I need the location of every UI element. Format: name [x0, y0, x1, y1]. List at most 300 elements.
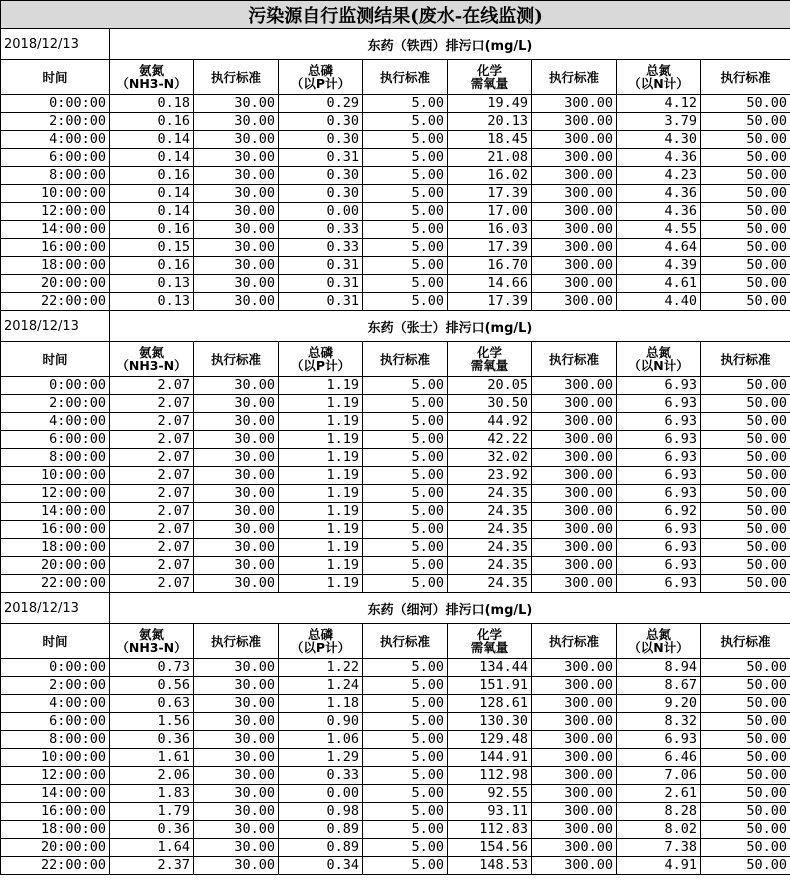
cell-time: 18:00:00: [1, 257, 110, 275]
cell-nitrogen-standard: 50.00: [701, 431, 790, 449]
cell-ammonia-nitrogen: 2.07: [110, 395, 194, 413]
cell-ammonia-standard: 30.00: [194, 431, 279, 449]
table-row: [1, 731, 790, 749]
cell-ammonia-nitrogen: 0.73: [110, 659, 194, 677]
cell-total-nitrogen: 7.38: [617, 839, 701, 857]
cell-cod-standard: 300.00: [532, 95, 617, 113]
cell-phosphorus-standard: 5.00: [363, 185, 448, 203]
cell-phosphorus-standard: 5.00: [363, 857, 448, 875]
cell-time: 20:00:00: [1, 275, 110, 293]
header-cod-standard: [532, 342, 617, 377]
cell-nitrogen-standard: 50.00: [701, 131, 790, 149]
cell-nitrogen-standard: 50.00: [701, 239, 790, 257]
cell-nitrogen-standard: 50.00: [701, 203, 790, 221]
header-line: 总氮: [645, 345, 671, 360]
cell-cod-standard: 300.00: [532, 485, 617, 503]
cell-cod-standard: 300.00: [532, 731, 617, 749]
cell-total-nitrogen: 8.94: [617, 659, 701, 677]
cell-ammonia-nitrogen: 0.16: [110, 257, 194, 275]
cell-cod: 17.39: [448, 185, 532, 203]
cell-time: 4:00:00: [1, 131, 110, 149]
cell-phosphorus-standard: 5.00: [363, 221, 448, 239]
cell-cod-standard: 300.00: [532, 857, 617, 875]
cell-phosphorus-standard: 5.00: [363, 413, 448, 431]
cell-cod: 24.35: [448, 539, 532, 557]
cell-time: 20:00:00: [1, 839, 110, 857]
cell-phosphorus-standard: 5.00: [363, 449, 448, 467]
cell-cod-standard: 300.00: [532, 203, 617, 221]
cell-ammonia-standard: 30.00: [194, 203, 279, 221]
cell-ammonia-standard: 30.00: [194, 257, 279, 275]
cell-ammonia-nitrogen: 0.14: [110, 185, 194, 203]
cell-total-phosphorus: 0.33: [279, 767, 363, 785]
header-time: [1, 624, 110, 659]
cell-nitrogen-standard: 50.00: [701, 695, 790, 713]
cell-cod-standard: 300.00: [532, 803, 617, 821]
cell-nitrogen-standard: 50.00: [701, 413, 790, 431]
cell-phosphorus-standard: 5.00: [363, 749, 448, 767]
cell-cod-standard: 300.00: [532, 785, 617, 803]
cell-ammonia-standard: 30.00: [194, 503, 279, 521]
cell-ammonia-nitrogen: 2.07: [110, 503, 194, 521]
table-row: [1, 659, 790, 677]
cell-cod-standard: 300.00: [532, 539, 617, 557]
header-line: 时间: [42, 633, 68, 649]
cell-total-phosphorus: 1.19: [279, 485, 363, 503]
cell-total-phosphorus: 1.19: [279, 521, 363, 539]
cell-time: 8:00:00: [1, 731, 110, 749]
header-line: 总磷: [307, 63, 333, 78]
cell-total-nitrogen: 6.93: [617, 395, 701, 413]
cell-ammonia-nitrogen: 1.64: [110, 839, 194, 857]
cell-total-phosphorus: 0.89: [279, 839, 363, 857]
header-line: 总磷: [307, 345, 333, 360]
cell-total-phosphorus: 0.31: [279, 293, 363, 311]
cell-ammonia-nitrogen: 2.07: [110, 485, 194, 503]
cell-phosphorus-standard: 5.00: [363, 821, 448, 839]
cell-total-nitrogen: 6.93: [617, 557, 701, 575]
header-line: 执行标准: [720, 633, 771, 649]
cell-nitrogen-standard: 50.00: [701, 821, 790, 839]
header-line: 执行标准: [210, 69, 261, 85]
cell-total-phosphorus: 0.29: [279, 95, 363, 113]
cell-cod: 30.50: [448, 395, 532, 413]
header-nitrogen-standard: [701, 60, 790, 95]
cell-time: 8:00:00: [1, 167, 110, 185]
cell-total-nitrogen: 4.12: [617, 95, 701, 113]
cell-cod-standard: 300.00: [532, 713, 617, 731]
header-line: 执行标准: [548, 351, 599, 367]
cell-cod: 134.44: [448, 659, 532, 677]
header-line: 需氧量: [470, 76, 509, 91]
cell-nitrogen-standard: 50.00: [701, 149, 790, 167]
cell-ammonia-standard: 30.00: [194, 539, 279, 557]
cell-time: 6:00:00: [1, 149, 110, 167]
cell-phosphorus-standard: 5.00: [363, 575, 448, 593]
cell-cod: 92.55: [448, 785, 532, 803]
cell-ammonia-standard: 30.00: [194, 149, 279, 167]
header-ammonia-nitrogen: [110, 342, 194, 377]
header-line: 需氧量: [470, 640, 509, 655]
cell-total-nitrogen: 6.93: [617, 377, 701, 395]
cell-nitrogen-standard: 50.00: [701, 839, 790, 857]
cell-ammonia-standard: 30.00: [194, 857, 279, 875]
cell-ammonia-nitrogen: 2.07: [110, 467, 194, 485]
cell-ammonia-nitrogen: 2.07: [110, 449, 194, 467]
cell-total-phosphorus: 0.31: [279, 149, 363, 167]
cell-time: 10:00:00: [1, 749, 110, 767]
cell-cod-standard: 300.00: [532, 275, 617, 293]
cell-total-phosphorus: 0.31: [279, 257, 363, 275]
cell-phosphorus-standard: 5.00: [363, 431, 448, 449]
cell-ammonia-standard: 30.00: [194, 695, 279, 713]
cell-ammonia-nitrogen: 0.16: [110, 221, 194, 239]
title-row: [1, 1, 790, 29]
cell-total-nitrogen: 2.61: [617, 785, 701, 803]
header-line: （以P计）: [290, 640, 351, 655]
cell-cod: 148.53: [448, 857, 532, 875]
cell-time: 16:00:00: [1, 803, 110, 821]
cell-nitrogen-standard: 50.00: [701, 395, 790, 413]
cell-ammonia-nitrogen: 0.14: [110, 203, 194, 221]
cell-nitrogen-standard: 50.00: [701, 185, 790, 203]
header-time: [1, 60, 110, 95]
cell-ammonia-nitrogen: 2.07: [110, 557, 194, 575]
section-date: 2018/12/13: [1, 29, 110, 60]
cell-total-phosphorus: 1.22: [279, 659, 363, 677]
cell-time: 12:00:00: [1, 203, 110, 221]
table-row: [1, 695, 790, 713]
cell-nitrogen-standard: 50.00: [701, 449, 790, 467]
cell-ammonia-standard: 30.00: [194, 485, 279, 503]
cell-total-phosphorus: 1.19: [279, 413, 363, 431]
cell-phosphorus-standard: 5.00: [363, 395, 448, 413]
cell-total-phosphorus: 1.18: [279, 695, 363, 713]
cell-total-nitrogen: 6.46: [617, 749, 701, 767]
cell-cod: 32.02: [448, 449, 532, 467]
table-row: [1, 95, 790, 113]
cell-cod: 17.00: [448, 203, 532, 221]
table-row: [1, 221, 790, 239]
cell-time: 12:00:00: [1, 485, 110, 503]
cell-ammonia-nitrogen: 0.16: [110, 167, 194, 185]
header-line: 总氮: [645, 627, 671, 642]
cell-phosphorus-standard: 5.00: [363, 713, 448, 731]
header-line: （以P计）: [290, 76, 351, 91]
cell-nitrogen-standard: 50.00: [701, 377, 790, 395]
cell-ammonia-nitrogen: 0.56: [110, 677, 194, 695]
header-line: 时间: [42, 351, 68, 367]
cell-ammonia-nitrogen: 0.14: [110, 131, 194, 149]
cell-nitrogen-standard: 50.00: [701, 785, 790, 803]
header-nitrogen-standard: [701, 342, 790, 377]
header-total-nitrogen: [617, 342, 701, 377]
cell-ammonia-standard: 30.00: [194, 395, 279, 413]
cell-total-phosphorus: 0.30: [279, 113, 363, 131]
cell-ammonia-standard: 30.00: [194, 821, 279, 839]
cell-ammonia-standard: 30.00: [194, 749, 279, 767]
header-total-phosphorus: [279, 624, 363, 659]
cell-phosphorus-standard: 5.00: [363, 695, 448, 713]
header-line: 总氮: [645, 63, 671, 78]
cell-cod-standard: 300.00: [532, 293, 617, 311]
cell-ammonia-standard: 30.00: [194, 131, 279, 149]
cell-cod: 24.35: [448, 521, 532, 539]
header-line: 化学: [476, 63, 502, 78]
header-line: 氨氮: [138, 345, 164, 360]
cell-cod: 151.91: [448, 677, 532, 695]
cell-time: 8:00:00: [1, 449, 110, 467]
cell-nitrogen-standard: 50.00: [701, 767, 790, 785]
outlet-title: 东药（张士）排污口(mg/L): [110, 311, 790, 342]
cell-total-nitrogen: 6.92: [617, 503, 701, 521]
header-line: 总磷: [307, 627, 333, 642]
cell-nitrogen-standard: 50.00: [701, 113, 790, 131]
cell-time: 0:00:00: [1, 377, 110, 395]
cell-nitrogen-standard: 50.00: [701, 521, 790, 539]
cell-ammonia-standard: 30.00: [194, 839, 279, 857]
cell-cod: 17.39: [448, 293, 532, 311]
cell-nitrogen-standard: 50.00: [701, 731, 790, 749]
table-row: [1, 275, 790, 293]
cell-total-phosphorus: 0.00: [279, 785, 363, 803]
cell-total-nitrogen: 4.39: [617, 257, 701, 275]
header-nitrogen-standard: [701, 624, 790, 659]
cell-phosphorus-standard: 5.00: [363, 731, 448, 749]
cell-cod: 20.13: [448, 113, 532, 131]
table-row: [1, 557, 790, 575]
cell-total-nitrogen: 6.93: [617, 575, 701, 593]
cell-total-nitrogen: 6.93: [617, 521, 701, 539]
header-line: 化学: [476, 345, 502, 360]
cell-phosphorus-standard: 5.00: [363, 539, 448, 557]
table-row: [1, 413, 790, 431]
header-line: （以N计）: [628, 640, 689, 655]
cell-nitrogen-standard: 50.00: [701, 857, 790, 875]
header-line: 化学: [476, 627, 502, 642]
table-row: [1, 449, 790, 467]
cell-cod: 24.35: [448, 557, 532, 575]
sheet-title: 污染源自行监测结果(废水-在线监测): [1, 1, 790, 29]
cell-nitrogen-standard: 50.00: [701, 275, 790, 293]
cell-phosphorus-standard: 5.00: [363, 503, 448, 521]
header-line: 氨氮: [138, 63, 164, 78]
cell-time: 14:00:00: [1, 503, 110, 521]
cell-total-nitrogen: 6.93: [617, 413, 701, 431]
cell-phosphorus-standard: 5.00: [363, 377, 448, 395]
cell-nitrogen-standard: 50.00: [701, 485, 790, 503]
cell-ammonia-nitrogen: 1.83: [110, 785, 194, 803]
table-row: [1, 521, 790, 539]
cell-time: 10:00:00: [1, 467, 110, 485]
table-row: [1, 131, 790, 149]
cell-cod: 21.08: [448, 149, 532, 167]
cell-ammonia-standard: 30.00: [194, 275, 279, 293]
cell-total-phosphorus: 0.98: [279, 803, 363, 821]
cell-cod-standard: 300.00: [532, 521, 617, 539]
cell-total-phosphorus: 1.19: [279, 557, 363, 575]
cell-ammonia-nitrogen: 2.07: [110, 575, 194, 593]
cell-cod: 16.02: [448, 167, 532, 185]
cell-ammonia-standard: 30.00: [194, 113, 279, 131]
cell-nitrogen-standard: 50.00: [701, 503, 790, 521]
cell-cod-standard: 300.00: [532, 503, 617, 521]
header-line: 执行标准: [379, 69, 430, 85]
cell-phosphorus-standard: 5.00: [363, 659, 448, 677]
cell-ammonia-standard: 30.00: [194, 293, 279, 311]
table-row: [1, 239, 790, 257]
cell-cod-standard: 300.00: [532, 167, 617, 185]
header-ammonia-nitrogen: [110, 60, 194, 95]
cell-nitrogen-standard: 50.00: [701, 713, 790, 731]
cell-phosphorus-standard: 5.00: [363, 785, 448, 803]
cell-time: 10:00:00: [1, 185, 110, 203]
cell-total-phosphorus: 1.19: [279, 395, 363, 413]
table-row: [1, 113, 790, 131]
header-line: （NH3-N）: [116, 358, 187, 373]
header-total-phosphorus: [279, 342, 363, 377]
cell-cod-standard: 300.00: [532, 677, 617, 695]
cell-time: 0:00:00: [1, 659, 110, 677]
header-line: 执行标准: [720, 69, 771, 85]
cell-total-nitrogen: 4.40: [617, 293, 701, 311]
cell-time: 4:00:00: [1, 695, 110, 713]
cell-ammonia-standard: 30.00: [194, 185, 279, 203]
cell-total-nitrogen: 6.93: [617, 467, 701, 485]
header-phosphorus-standard: [363, 60, 448, 95]
cell-ammonia-nitrogen: 1.61: [110, 749, 194, 767]
header-line: 执行标准: [548, 633, 599, 649]
table-row: [1, 785, 790, 803]
cell-total-phosphorus: 1.19: [279, 431, 363, 449]
cell-phosphorus-standard: 5.00: [363, 239, 448, 257]
table-row: [1, 857, 790, 875]
cell-phosphorus-standard: 5.00: [363, 149, 448, 167]
cell-nitrogen-standard: 50.00: [701, 575, 790, 593]
cell-time: 16:00:00: [1, 521, 110, 539]
cell-cod-standard: 300.00: [532, 131, 617, 149]
header-line: 执行标准: [379, 351, 430, 367]
cell-ammonia-nitrogen: 1.79: [110, 803, 194, 821]
cell-cod-standard: 300.00: [532, 557, 617, 575]
cell-ammonia-nitrogen: 1.56: [110, 713, 194, 731]
cell-ammonia-nitrogen: 0.16: [110, 113, 194, 131]
cell-phosphorus-standard: 5.00: [363, 677, 448, 695]
header-line: （以P计）: [290, 358, 351, 373]
cell-phosphorus-standard: 5.00: [363, 803, 448, 821]
cell-nitrogen-standard: 50.00: [701, 557, 790, 575]
cell-ammonia-nitrogen: 2.37: [110, 857, 194, 875]
cell-cod: 24.35: [448, 575, 532, 593]
cell-phosphorus-standard: 5.00: [363, 113, 448, 131]
cell-cod-standard: 300.00: [532, 377, 617, 395]
cell-total-nitrogen: 8.28: [617, 803, 701, 821]
table-row: [1, 575, 790, 593]
header-ammonia-nitrogen: [110, 624, 194, 659]
cell-cod: 93.11: [448, 803, 532, 821]
cell-cod: 14.66: [448, 275, 532, 293]
cell-ammonia-standard: 30.00: [194, 221, 279, 239]
outlet-title: 东药（细河）排污口(mg/L): [110, 593, 790, 624]
cell-total-phosphorus: 0.90: [279, 713, 363, 731]
header-line: （以N计）: [628, 358, 689, 373]
cell-total-phosphorus: 1.24: [279, 677, 363, 695]
cell-total-nitrogen: 4.36: [617, 149, 701, 167]
cell-time: 14:00:00: [1, 221, 110, 239]
cell-time: 18:00:00: [1, 539, 110, 557]
cell-ammonia-standard: 30.00: [194, 677, 279, 695]
cell-cod: 16.03: [448, 221, 532, 239]
cell-total-phosphorus: 0.33: [279, 239, 363, 257]
cell-ammonia-nitrogen: 2.07: [110, 377, 194, 395]
cell-nitrogen-standard: 50.00: [701, 95, 790, 113]
section-date: 2018/12/13: [1, 311, 110, 342]
cell-cod: 128.61: [448, 695, 532, 713]
table-row: [1, 677, 790, 695]
cell-time: 18:00:00: [1, 821, 110, 839]
table-row: [1, 149, 790, 167]
column-header-row: [1, 60, 790, 95]
section-date-row: [1, 593, 790, 624]
cell-cod: 17.39: [448, 239, 532, 257]
table-row: [1, 749, 790, 767]
cell-ammonia-nitrogen: 0.36: [110, 821, 194, 839]
cell-total-phosphorus: 1.19: [279, 539, 363, 557]
cell-ammonia-standard: 30.00: [194, 95, 279, 113]
cell-ammonia-standard: 30.00: [194, 557, 279, 575]
cell-ammonia-standard: 30.00: [194, 521, 279, 539]
cell-phosphorus-standard: 5.00: [363, 275, 448, 293]
cell-phosphorus-standard: 5.00: [363, 203, 448, 221]
cell-cod: 112.98: [448, 767, 532, 785]
cell-cod-standard: 300.00: [532, 239, 617, 257]
cell-total-nitrogen: 8.02: [617, 821, 701, 839]
header-line: （NH3-N）: [116, 76, 187, 91]
cell-phosphorus-standard: 5.00: [363, 293, 448, 311]
cell-cod-standard: 300.00: [532, 431, 617, 449]
table-row: [1, 395, 790, 413]
cell-total-phosphorus: 0.30: [279, 131, 363, 149]
cell-total-nitrogen: 4.61: [617, 275, 701, 293]
cell-cod: 24.35: [448, 485, 532, 503]
table-row: [1, 185, 790, 203]
cell-time: 4:00:00: [1, 413, 110, 431]
cell-total-nitrogen: 4.55: [617, 221, 701, 239]
cell-nitrogen-standard: 50.00: [701, 677, 790, 695]
cell-nitrogen-standard: 50.00: [701, 221, 790, 239]
cell-nitrogen-standard: 50.00: [701, 167, 790, 185]
column-header-row: [1, 342, 790, 377]
cell-ammonia-standard: 30.00: [194, 659, 279, 677]
cell-total-phosphorus: 0.00: [279, 203, 363, 221]
table-row: [1, 377, 790, 395]
table-row: [1, 803, 790, 821]
cell-time: 2:00:00: [1, 677, 110, 695]
cell-ammonia-nitrogen: 0.36: [110, 731, 194, 749]
cell-total-nitrogen: 4.36: [617, 203, 701, 221]
cell-total-phosphorus: 0.31: [279, 275, 363, 293]
cell-time: 20:00:00: [1, 557, 110, 575]
cell-cod-standard: 300.00: [532, 749, 617, 767]
cell-ammonia-nitrogen: 0.63: [110, 695, 194, 713]
cell-cod-standard: 300.00: [532, 659, 617, 677]
cell-phosphorus-standard: 5.00: [363, 131, 448, 149]
cell-cod: 42.22: [448, 431, 532, 449]
cell-ammonia-standard: 30.00: [194, 731, 279, 749]
cell-total-nitrogen: 9.20: [617, 695, 701, 713]
header-line: 氨氮: [138, 627, 164, 642]
cell-total-phosphorus: 1.29: [279, 749, 363, 767]
